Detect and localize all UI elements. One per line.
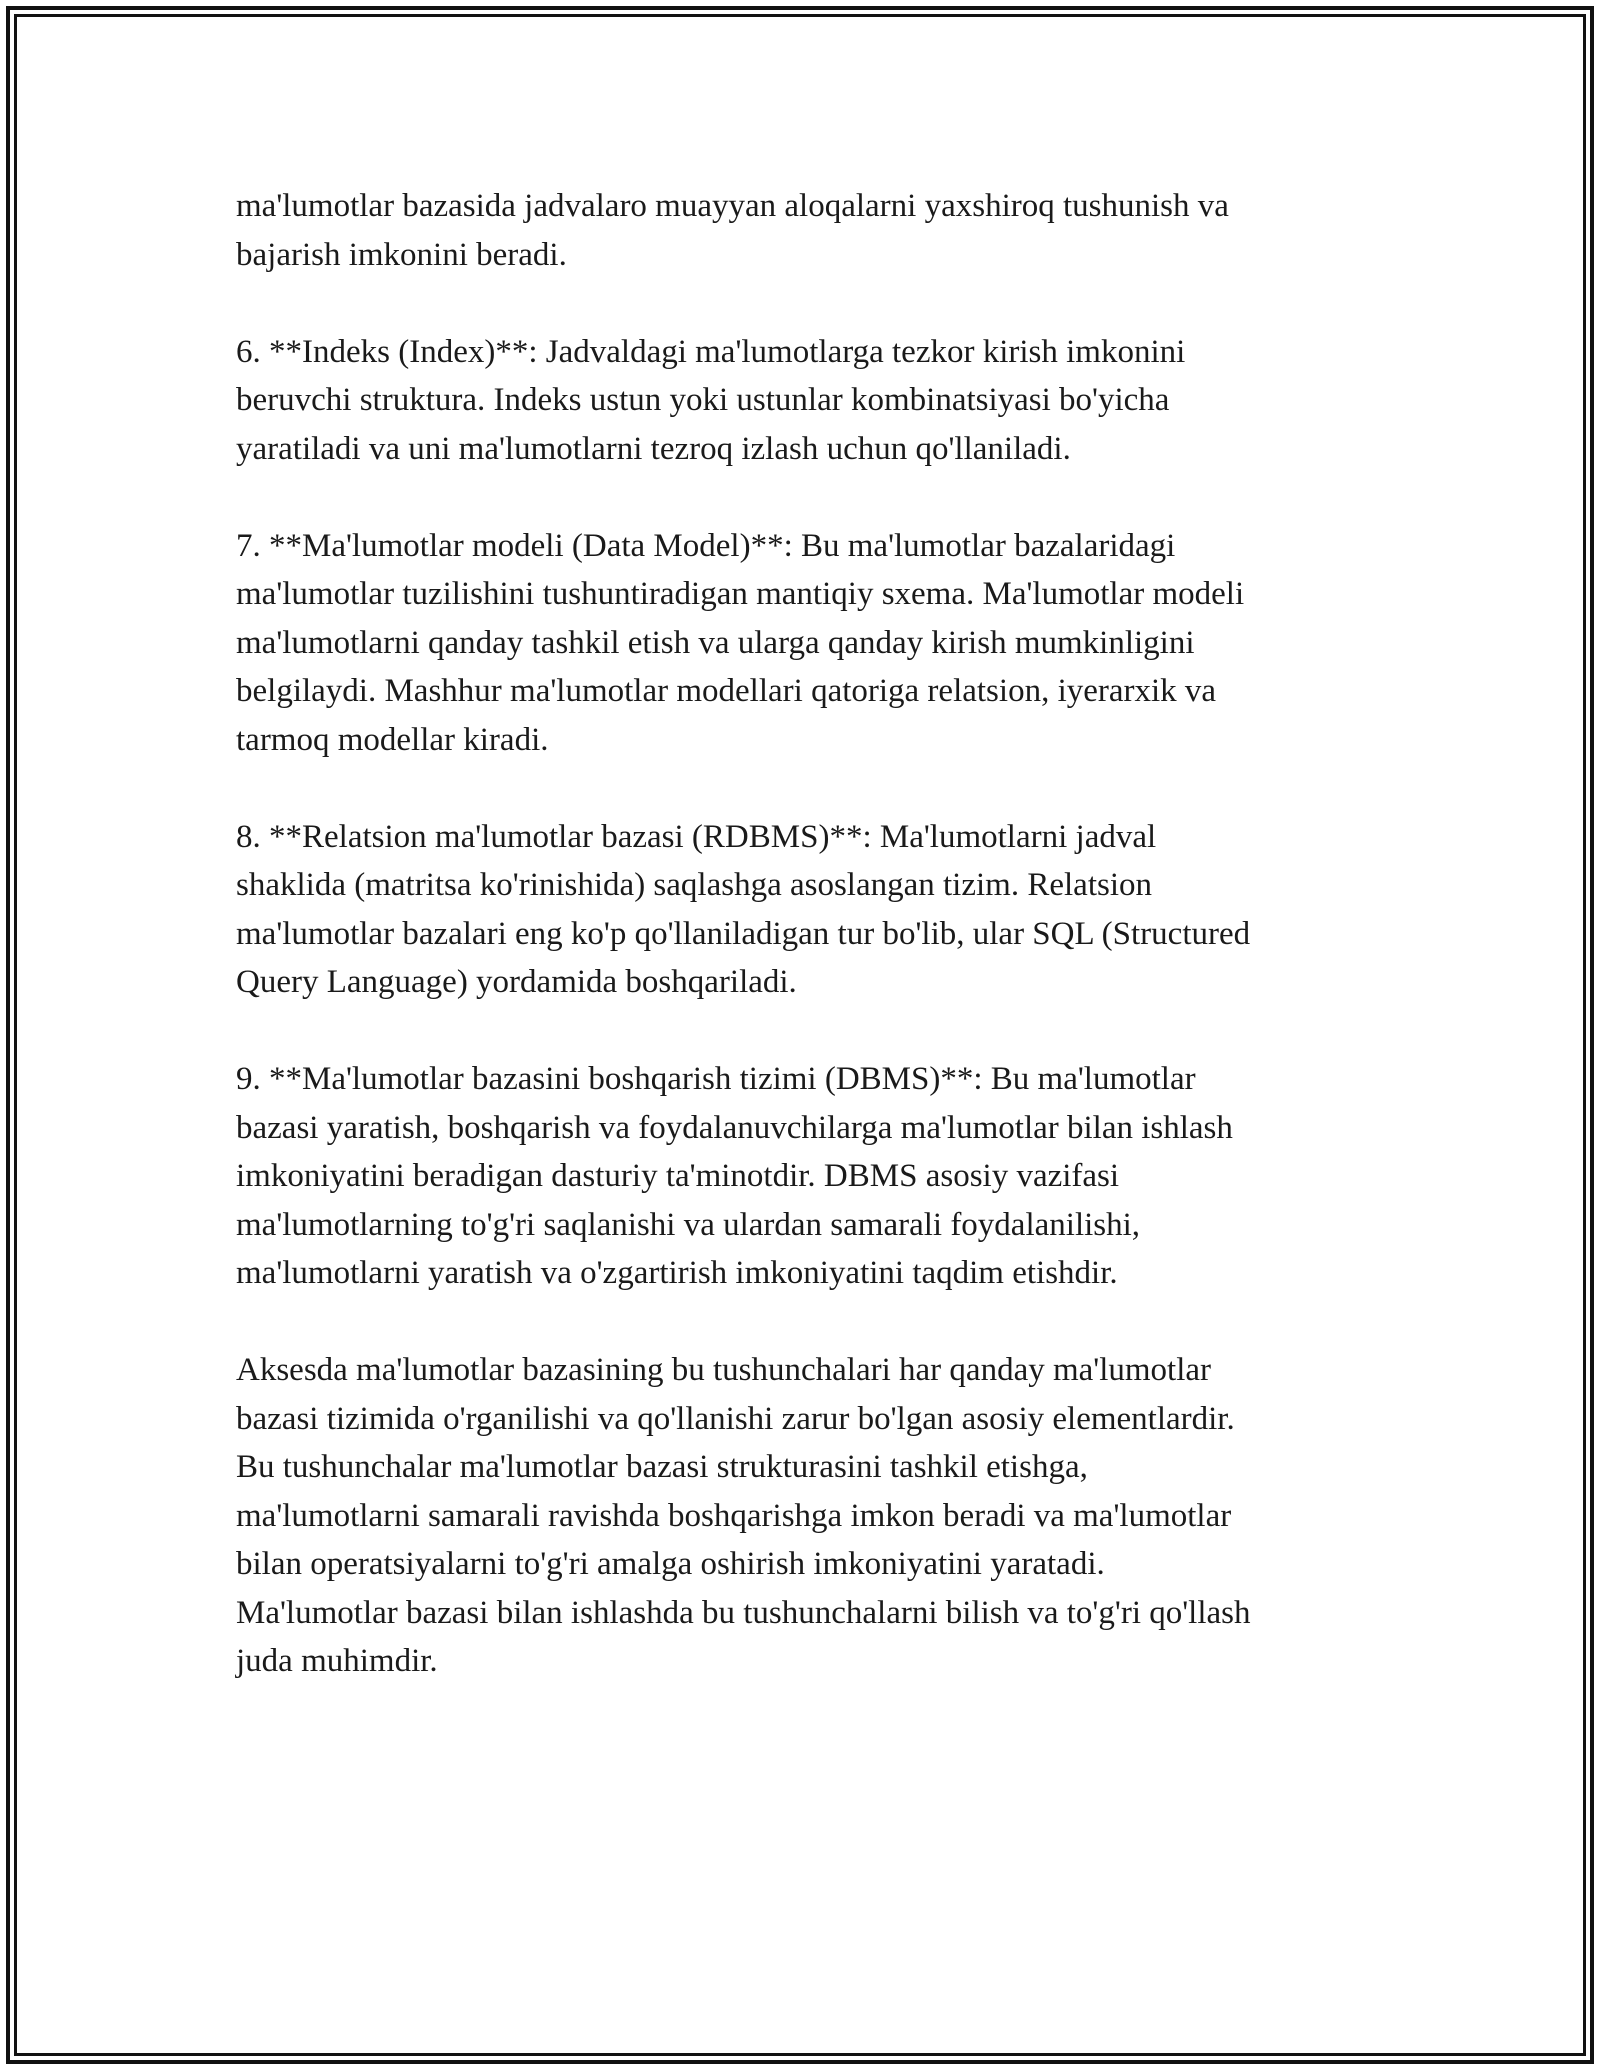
text-line: Aksesda ma'lumotlar bazasining bu tushunchalari har qanday ma'lumotlar	[236, 1352, 1212, 1388]
text-line: Query Language) yordamida boshqariladi.	[236, 964, 797, 1000]
text-line: 8. **Relatsion ma'lumotlar bazasi (RDBMS)**: Ma'lumotlarni jadval	[236, 818, 1157, 855]
paragraph-item-6-index	[236, 328, 1386, 474]
text-line: shaklida (matritsa ko'rinishida) saqlashga asoslangan tizim. Relatsion	[236, 867, 1152, 903]
text-line: imkoniyatini beradigan dasturiy ta'minotdir. DBMS asosiy vazifasi	[236, 1158, 1120, 1194]
text-line: Bu tushunchalar ma'lumotlar bazasi strukturasini tashkil etishga,	[236, 1449, 1088, 1485]
text-line: ma'lumotlar bazalari eng ko'p qo'llaniladigan tur bo'lib, ular SQL (Structured	[236, 915, 1251, 952]
text-line: juda muhimdir.	[236, 1643, 438, 1679]
text-line: ma'lumotlarni yaratish va o'zgartirish imkoniyatini taqdim etishdir.	[236, 1255, 1118, 1291]
text-line: 7. **Ma'lumotlar modeli (Data Model)**: Bu ma'lumotlar bazalaridagi	[236, 527, 1176, 564]
text-line: Ma'lumotlar bazasi bilan ishlashda bu tushunchalarni bilish va to'g'ri qo'llash	[236, 1594, 1251, 1631]
text-line: 6. **Indeks (Index)**: Jadvaldagi ma'lumotlarga tezkor kirish imkonini	[236, 333, 1186, 370]
paragraph-item-8-rdbms	[236, 813, 1386, 1007]
text-line: ma'lumotlarning to'g'ri saqlanishi va ulardan samarali foydalanilishi,	[236, 1206, 1141, 1243]
text-line: yaratiladi va uni ma'lumotlarni tezroq izlash uchun qo'llaniladi.	[236, 430, 1071, 467]
text-line: bilan operatsiyalarni to'g'ri amalga oshirish imkoniyatini yaratadi.	[236, 1546, 1105, 1582]
text-line: belgilaydi. Mashhur ma'lumotlar modellari qatoriga relatsion, iyerarxik va	[236, 673, 1217, 709]
paragraph-conclusion	[236, 1346, 1386, 1686]
text-line: 9. **Ma'lumotlar bazasini boshqarish tizimi (DBMS)**: Bu ma'lumotlar	[236, 1061, 1196, 1097]
document-body	[236, 182, 1386, 1734]
paragraph-continuation	[236, 182, 1386, 279]
text-line: beruvchi struktura. Indeks ustun yoki ustunlar kombinatsiyasi bo'yicha	[236, 382, 1170, 418]
text-line: bazasi tizimida o'rganilishi va qo'llanishi zarur bo'lgan asosiy elementlardir.	[236, 1400, 1235, 1437]
text-line: bajarish imkonini beradi.	[236, 236, 567, 273]
text-line: ma'lumotlar tuzilishini tushuntiradigan mantiqiy sxema. Ma'lumotlar modeli	[236, 576, 1245, 612]
text-line: ma'lumotlarni qanday tashkil etish va ularga qanday kirish mumkinligini	[236, 624, 1195, 661]
text-line: ma'lumotlarni samarali ravishda boshqarishga imkon beradi va ma'lumotlar	[236, 1497, 1232, 1534]
text-line: bazasi yaratish, boshqarish va foydalanuvchilarga ma'lumotlar bilan ishlash	[236, 1109, 1233, 1146]
text-line: tarmoq modellar kiradi.	[236, 721, 549, 758]
paragraph-item-7-data-model	[236, 522, 1386, 765]
paragraph-item-9-dbms	[236, 1055, 1386, 1298]
text-line: ma'lumotlar bazasida jadvalaro muayyan aloqalarni yaxshiroq tushunish va	[236, 188, 1229, 224]
